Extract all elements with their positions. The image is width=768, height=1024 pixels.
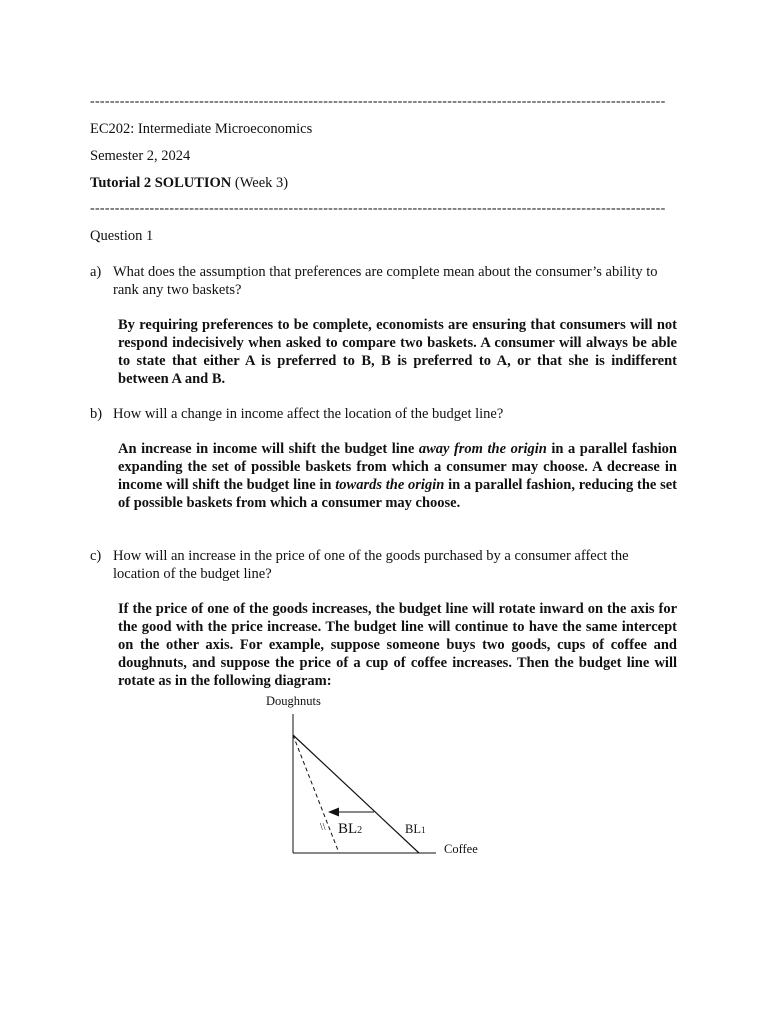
answer-b-part-5: in a parallel fashion, reducing the set of possible baskets from which a consumer may choose. [118,477,678,511]
course-title: EC202: Intermediate Microeconomics [90,121,313,137]
semester-line: Semester 2, 2024 [90,148,191,164]
answer-c: If the price of one of the goods increases, the budget line will rotate inward on the axis for the good with the price increase. The budget line will continue to have the same intercept on the other axis. For example, suppose someone buys two goods, cups of coffee and doughnuts, and suppose the price of a cup of coffee increases. Then the budget line will rotate as in the following diagram: [118,601,677,689]
bottom-divider: -------------------------------------------------------------------------------------------------------------------- [90,201,666,216]
bl1-label-main: BL [405,822,421,836]
answer-b-part-1: An increase in income will shift the budget line [118,441,419,457]
question-b-label: b) [90,406,103,422]
question-a-text: What does the assumption that preferences are complete mean about the consumer’s ability to rank any two baskets? [113,264,658,298]
x-axis-label: Coffee [444,842,478,856]
budget-line-bl2 [293,735,339,853]
question-b-text: How will a change in income affect the location of the budget line? [113,406,504,422]
question-a [90,263,677,299]
bl2-tick-marks: \\ [320,822,326,833]
budget-line-svg [258,692,498,862]
bl1-label-sub: 1 [420,825,426,835]
bl2-label-sub: 2 [357,825,363,836]
tutorial-title-bold: Tutorial 2 SOLUTION [90,175,232,191]
answer-b-towards-origin: towards the origin [335,477,445,493]
y-axis-label: Doughnuts [266,694,321,708]
rotation-arrow-head [328,808,339,817]
question-c [90,547,677,583]
bl1-label [405,822,425,837]
budget-line-diagram [258,692,498,862]
top-divider: -------------------------------------------------------------------------------------------------------------------- [90,94,666,109]
answer-b-away-origin: away from the origin [418,441,547,457]
question-c-text: How will an increase in the price of one of the goods purchased by a consumer affect the location of the budget line? [113,548,629,582]
bl2-label [338,822,362,838]
question-heading: Question 1 [90,228,154,244]
answer-a: By requiring preferences to be complete, economists are ensuring that consumers will not respond indecisively when asked to compare two baskets. A consumer will always be able to state that either A is preferred to B, B is preferred to A, or that she is indifferent between A and B. [118,317,677,387]
answer-b [118,440,677,512]
tutorial-title-week: (Week 3) [231,175,289,191]
bl2-label-main: BL [338,821,358,837]
question-b [90,405,677,423]
question-a-label: a) [90,264,102,280]
tutorial-title [90,174,288,192]
answer-b-part-3: in a parallel fashion expanding the set of possible baskets from which a consumer may choose. A decrease in income will shift the budget line in [118,441,678,493]
question-c-label: c) [90,548,102,564]
